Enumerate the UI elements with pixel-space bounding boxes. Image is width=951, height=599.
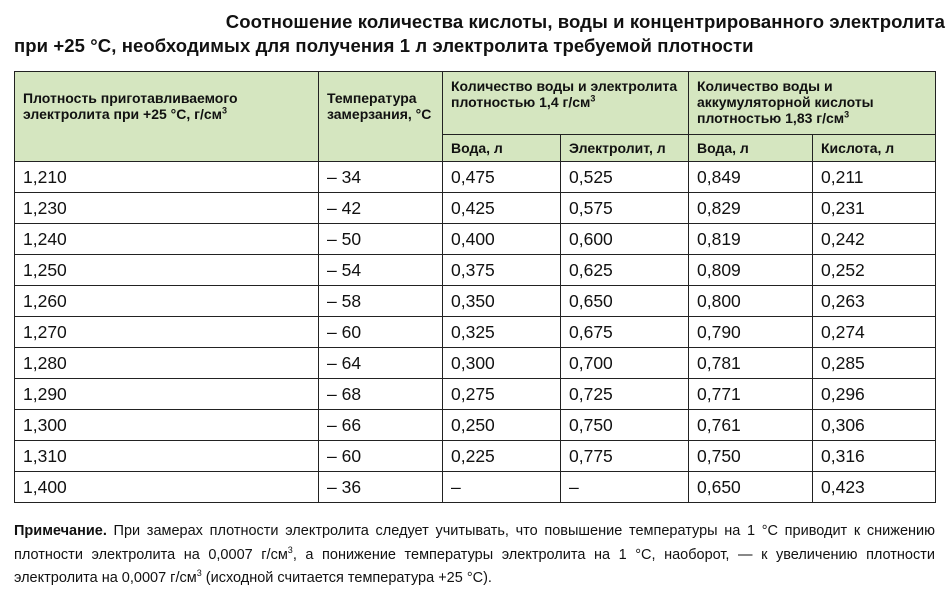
cell-density: 1,240 — [15, 224, 319, 255]
cell-acid: 0,211 — [813, 162, 936, 193]
cell-water-2: 0,761 — [689, 410, 813, 441]
table-row — [15, 224, 936, 255]
cell-density: 1,230 — [15, 193, 319, 224]
cell-electrolyte: 0,700 — [561, 348, 689, 379]
cell-electrolyte: 0,750 — [561, 410, 689, 441]
cell-acid: 0,231 — [813, 193, 936, 224]
table-row — [15, 162, 936, 193]
cell-density: 1,250 — [15, 255, 319, 286]
cell-electrolyte: 0,775 — [561, 441, 689, 472]
table-row — [15, 441, 936, 472]
cell-water-2: 0,809 — [689, 255, 813, 286]
cell-water-1: 0,325 — [443, 317, 561, 348]
table-header — [15, 72, 936, 162]
cell-density: 1,300 — [15, 410, 319, 441]
table-row — [15, 410, 936, 441]
cell-acid: 0,306 — [813, 410, 936, 441]
note-text-a: При замерах плотности электролита следует учитывать, что повышение температуры на 1 °С приводит к снижению плотности электролита на 0,0007 г/см — [14, 523, 935, 563]
cell-water-2: 0,829 — [689, 193, 813, 224]
cell-acid: 0,252 — [813, 255, 936, 286]
cell-water-1: 0,425 — [443, 193, 561, 224]
electrolyte-table — [14, 71, 936, 503]
header-water-2: Вода, л — [689, 135, 813, 162]
table-row — [15, 286, 936, 317]
cell-water-2: 0,790 — [689, 317, 813, 348]
cell-water-1: 0,275 — [443, 379, 561, 410]
cell-freezing-temp: – 42 — [319, 193, 443, 224]
cell-freezing-temp: – 34 — [319, 162, 443, 193]
table-row — [15, 348, 936, 379]
table-row — [15, 379, 936, 410]
header-electrolyte: Электролит, л — [561, 135, 689, 162]
cell-water-1: 0,475 — [443, 162, 561, 193]
cell-acid: 0,423 — [813, 472, 936, 503]
table-row — [15, 193, 936, 224]
header-water-1: Вода, л — [443, 135, 561, 162]
cell-density: 1,280 — [15, 348, 319, 379]
cell-density: 1,310 — [15, 441, 319, 472]
cell-electrolyte: 0,525 — [561, 162, 689, 193]
cell-water-2: 0,781 — [689, 348, 813, 379]
cell-electrolyte: 0,725 — [561, 379, 689, 410]
header-freezing-temp: Температура замерзания, °С — [319, 72, 443, 162]
cell-freezing-temp: – 58 — [319, 286, 443, 317]
cell-electrolyte: 0,675 — [561, 317, 689, 348]
cell-electrolyte: 0,650 — [561, 286, 689, 317]
cell-density: 1,210 — [15, 162, 319, 193]
cell-water-2: 0,849 — [689, 162, 813, 193]
cell-water-1: 0,350 — [443, 286, 561, 317]
cell-freezing-temp: – 50 — [319, 224, 443, 255]
note-text-c: (исходной считается температура +25 °С). — [201, 570, 492, 586]
cell-freezing-temp: – 66 — [319, 410, 443, 441]
header-density: Плотность приготавливаемого электролита при +25 °С, $г/см^3$ — [15, 72, 319, 162]
cell-freezing-temp: – 68 — [319, 379, 443, 410]
cell-water-1: 0,250 — [443, 410, 561, 441]
cell-acid: 0,274 — [813, 317, 936, 348]
table-row — [15, 255, 936, 286]
cell-acid: 0,242 — [813, 224, 936, 255]
table-body — [15, 162, 936, 503]
title-line-2: при +25 °С, необходимых для получения 1 л электролита требуемой плотности — [14, 35, 754, 56]
page-title — [0, 10, 945, 58]
header-acid: Кислота, л — [813, 135, 936, 162]
cell-density: 1,290 — [15, 379, 319, 410]
header-group-electrolyte: Количество воды и электролита плотностью 1,4 $г/см^3$ — [443, 72, 689, 135]
cell-electrolyte: 0,600 — [561, 224, 689, 255]
cell-electrolyte: 0,575 — [561, 193, 689, 224]
cell-density: 1,400 — [15, 472, 319, 503]
cell-acid: 0,263 — [813, 286, 936, 317]
cell-water-1: 0,225 — [443, 441, 561, 472]
cell-water-2: 0,750 — [689, 441, 813, 472]
cell-density: 1,270 — [15, 317, 319, 348]
header-group-acid: Количество воды и аккумуляторной кислоты плотностью 1,83 $г/см^3$ — [689, 72, 936, 135]
table-row — [15, 472, 936, 503]
cell-density: 1,260 — [15, 286, 319, 317]
footnote: Примечание. При замерах плотности электролита следует учитывать, что повышение температуры на 1 °С приводит к снижению плотности электролита на 0,0007 $г/см^3$, а понижение температуры электролита на 1 °С, наоборот, — к увеличению плотности электролита на 0,0007 $г/см^3$ (исходной считается температура +25 °С). — [14, 523, 935, 586]
cell-water-1: 0,300 — [443, 348, 561, 379]
cell-freezing-temp: – 64 — [319, 348, 443, 379]
cell-electrolyte: 0,625 — [561, 255, 689, 286]
cell-water-2: 0,771 — [689, 379, 813, 410]
cell-water-1: – — [443, 472, 561, 503]
cell-water-1: 0,400 — [443, 224, 561, 255]
cell-freezing-temp: – 36 — [319, 472, 443, 503]
cell-water-2: 0,650 — [689, 472, 813, 503]
cell-freezing-temp: – 54 — [319, 255, 443, 286]
cell-acid: 0,285 — [813, 348, 936, 379]
cell-acid: 0,316 — [813, 441, 936, 472]
cell-electrolyte: – — [561, 472, 689, 503]
cell-water-1: 0,375 — [443, 255, 561, 286]
title-line-1: Соотношение количества кислоты, воды и концентрированного электролита — [225, 11, 945, 32]
cell-water-2: 0,800 — [689, 286, 813, 317]
cell-freezing-temp: – 60 — [319, 317, 443, 348]
note-text-b: , а понижение температуры электролита на 1 °С, наоборот, — к увеличению плотности электролита на 0,0007 г/см — [14, 546, 935, 586]
table-row — [15, 317, 936, 348]
note-label: Примечание. — [14, 523, 107, 539]
cell-freezing-temp: – 60 — [319, 441, 443, 472]
cell-acid: 0,296 — [813, 379, 936, 410]
cell-water-2: 0,819 — [689, 224, 813, 255]
